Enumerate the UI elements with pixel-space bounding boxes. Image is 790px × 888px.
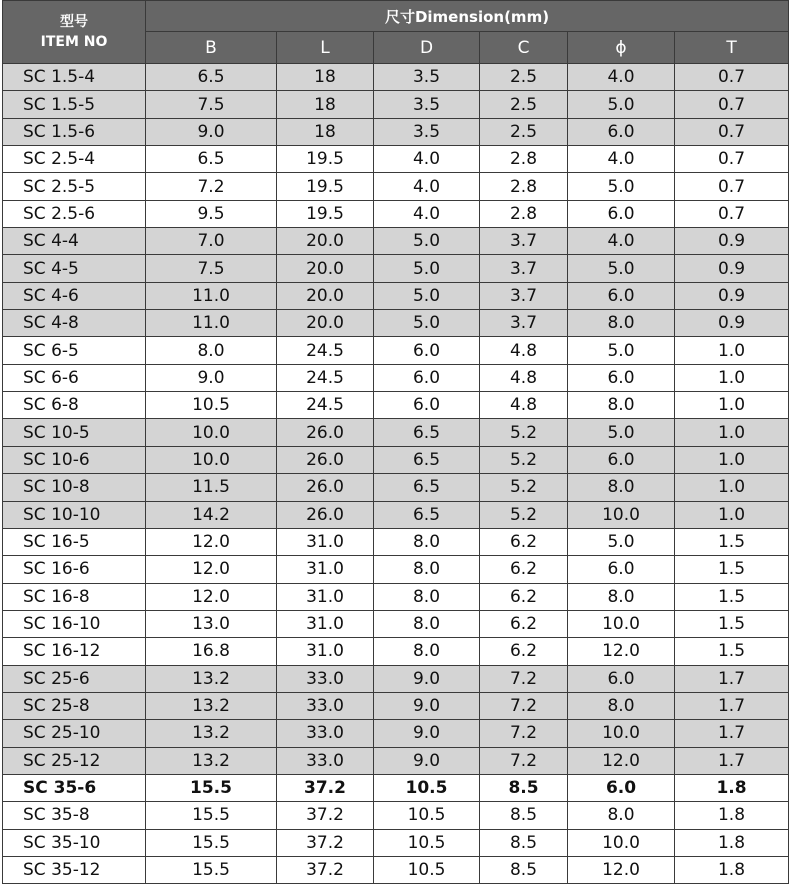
cell-l: 33.0 <box>277 720 374 747</box>
table-header <box>3 1 789 64</box>
table-row <box>3 802 789 829</box>
cell-c: 4.8 <box>480 364 568 391</box>
cell-phi: 6.0 <box>568 282 675 309</box>
cell-t: 1.5 <box>675 638 789 665</box>
cell-l: 37.2 <box>277 774 374 801</box>
cell-t: 1.0 <box>675 501 789 528</box>
cell-l: 19.5 <box>277 173 374 200</box>
cell-phi: 8.0 <box>568 392 675 419</box>
cell-d: 4.0 <box>374 146 480 173</box>
item-no-header-cn: 型号 <box>60 14 88 30</box>
cell-b: 12.0 <box>146 528 277 555</box>
table-row <box>3 118 789 145</box>
cell-b: 7.5 <box>146 91 277 118</box>
item-no-cell: SC 35-6 <box>3 774 146 801</box>
cell-l: 31.0 <box>277 556 374 583</box>
item-no-cell: SC 6-8 <box>3 392 146 419</box>
cell-d: 6.0 <box>374 364 480 391</box>
cell-l: 18 <box>277 64 374 91</box>
item-no-cell: SC 25-10 <box>3 720 146 747</box>
item-no-cell: SC 4-4 <box>3 228 146 255</box>
cell-b: 16.8 <box>146 638 277 665</box>
cell-t: 0.7 <box>675 64 789 91</box>
cell-phi: 12.0 <box>568 856 675 883</box>
table-row <box>3 310 789 337</box>
cell-c: 2.8 <box>480 146 568 173</box>
item-no-cell: SC 10-5 <box>3 419 146 446</box>
cell-c: 4.8 <box>480 337 568 364</box>
item-no-cell: SC 10-8 <box>3 474 146 501</box>
cell-d: 8.0 <box>374 610 480 637</box>
cell-t: 1.0 <box>675 446 789 473</box>
cell-c: 8.5 <box>480 856 568 883</box>
cell-l: 31.0 <box>277 583 374 610</box>
cell-t: 1.7 <box>675 720 789 747</box>
table-row <box>3 583 789 610</box>
cell-d: 6.0 <box>374 337 480 364</box>
item-no-cell: SC 16-10 <box>3 610 146 637</box>
table-row <box>3 556 789 583</box>
cell-phi: 8.0 <box>568 310 675 337</box>
cell-c: 8.5 <box>480 774 568 801</box>
cell-l: 20.0 <box>277 228 374 255</box>
cell-l: 19.5 <box>277 146 374 173</box>
cell-t: 1.7 <box>675 692 789 719</box>
cell-d: 9.0 <box>374 720 480 747</box>
cell-d: 10.5 <box>374 774 480 801</box>
cell-b: 11.0 <box>146 282 277 309</box>
cell-c: 2.5 <box>480 118 568 145</box>
item-no-cell: SC 16-12 <box>3 638 146 665</box>
cell-d: 8.0 <box>374 556 480 583</box>
cell-phi: 5.0 <box>568 173 675 200</box>
cell-d: 3.5 <box>374 64 480 91</box>
table-body <box>3 64 789 884</box>
cell-l: 37.2 <box>277 829 374 856</box>
cell-b: 11.0 <box>146 310 277 337</box>
item-no-cell: SC 1.5-5 <box>3 91 146 118</box>
cell-l: 31.0 <box>277 638 374 665</box>
cell-phi: 6.0 <box>568 665 675 692</box>
cell-c: 7.2 <box>480 692 568 719</box>
cell-t: 1.0 <box>675 337 789 364</box>
cell-b: 15.5 <box>146 802 277 829</box>
cell-b: 7.5 <box>146 255 277 282</box>
cell-c: 5.2 <box>480 474 568 501</box>
cell-t: 0.9 <box>675 255 789 282</box>
cell-phi: 8.0 <box>568 583 675 610</box>
cell-c: 6.2 <box>480 610 568 637</box>
cell-c: 6.2 <box>480 556 568 583</box>
item-no-cell: SC 10-6 <box>3 446 146 473</box>
cell-b: 7.0 <box>146 228 277 255</box>
item-no-header <box>3 1 146 64</box>
cell-b: 11.5 <box>146 474 277 501</box>
cell-t: 1.5 <box>675 583 789 610</box>
table-row <box>3 774 789 801</box>
cell-b: 13.2 <box>146 747 277 774</box>
item-no-cell: SC 16-5 <box>3 528 146 555</box>
cell-d: 5.0 <box>374 310 480 337</box>
cell-c: 7.2 <box>480 665 568 692</box>
item-no-cell: SC 2.5-6 <box>3 200 146 227</box>
column-header-d: D <box>374 32 480 64</box>
cell-c: 5.2 <box>480 446 568 473</box>
cell-t: 0.7 <box>675 173 789 200</box>
cell-t: 1.5 <box>675 556 789 583</box>
cell-t: 0.7 <box>675 118 789 145</box>
cell-b: 10.0 <box>146 419 277 446</box>
cell-l: 26.0 <box>277 474 374 501</box>
table-row <box>3 474 789 501</box>
cell-b: 10.5 <box>146 392 277 419</box>
column-header-c: C <box>480 32 568 64</box>
cell-c: 5.2 <box>480 419 568 446</box>
table-row <box>3 610 789 637</box>
cell-c: 8.5 <box>480 802 568 829</box>
cell-l: 37.2 <box>277 856 374 883</box>
header-row-top <box>3 1 789 32</box>
table-row <box>3 337 789 364</box>
cell-phi: 6.0 <box>568 364 675 391</box>
table-row <box>3 228 789 255</box>
item-no-cell: SC 16-6 <box>3 556 146 583</box>
cell-d: 10.5 <box>374 856 480 883</box>
cell-t: 1.5 <box>675 610 789 637</box>
cell-phi: 8.0 <box>568 474 675 501</box>
cell-l: 18 <box>277 118 374 145</box>
cell-b: 9.0 <box>146 118 277 145</box>
cell-d: 5.0 <box>374 282 480 309</box>
cell-t: 1.0 <box>675 419 789 446</box>
cell-b: 15.5 <box>146 774 277 801</box>
table-row <box>3 856 789 883</box>
item-no-cell: SC 6-5 <box>3 337 146 364</box>
cell-c: 7.2 <box>480 747 568 774</box>
table-row <box>3 501 789 528</box>
cell-l: 26.0 <box>277 501 374 528</box>
table-row <box>3 692 789 719</box>
cell-c: 6.2 <box>480 583 568 610</box>
cell-t: 1.0 <box>675 392 789 419</box>
cell-t: 1.7 <box>675 747 789 774</box>
table-row <box>3 91 789 118</box>
cell-phi: 10.0 <box>568 720 675 747</box>
column-header-b: B <box>146 32 277 64</box>
dimension-table <box>2 0 789 884</box>
cell-l: 20.0 <box>277 255 374 282</box>
cell-phi: 5.0 <box>568 528 675 555</box>
item-no-header-en: ITEM NO <box>40 34 108 50</box>
cell-d: 4.0 <box>374 173 480 200</box>
cell-phi: 12.0 <box>568 638 675 665</box>
cell-d: 10.5 <box>374 802 480 829</box>
cell-d: 9.0 <box>374 747 480 774</box>
cell-l: 33.0 <box>277 665 374 692</box>
cell-t: 0.9 <box>675 282 789 309</box>
item-no-cell: SC 2.5-5 <box>3 173 146 200</box>
table-row <box>3 392 789 419</box>
cell-t: 0.7 <box>675 200 789 227</box>
table-row <box>3 665 789 692</box>
item-no-cell: SC 35-12 <box>3 856 146 883</box>
cell-t: 1.8 <box>675 829 789 856</box>
cell-d: 6.5 <box>374 446 480 473</box>
cell-c: 3.7 <box>480 282 568 309</box>
cell-phi: 6.0 <box>568 118 675 145</box>
cell-d: 8.0 <box>374 528 480 555</box>
cell-b: 9.5 <box>146 200 277 227</box>
cell-b: 8.0 <box>146 337 277 364</box>
table-row <box>3 747 789 774</box>
cell-phi: 12.0 <box>568 747 675 774</box>
cell-c: 2.8 <box>480 200 568 227</box>
table-row <box>3 64 789 91</box>
cell-l: 33.0 <box>277 747 374 774</box>
cell-t: 1.8 <box>675 856 789 883</box>
cell-l: 31.0 <box>277 528 374 555</box>
cell-d: 8.0 <box>374 638 480 665</box>
cell-d: 9.0 <box>374 665 480 692</box>
item-no-cell: SC 35-8 <box>3 802 146 829</box>
dimension-header: 尺寸Dimension(mm) <box>146 1 789 32</box>
item-no-cell: SC 1.5-4 <box>3 64 146 91</box>
cell-d: 4.0 <box>374 200 480 227</box>
cell-t: 0.9 <box>675 310 789 337</box>
item-no-cell: SC 10-10 <box>3 501 146 528</box>
cell-c: 6.2 <box>480 528 568 555</box>
cell-phi: 8.0 <box>568 692 675 719</box>
cell-phi: 5.0 <box>568 91 675 118</box>
cell-b: 14.2 <box>146 501 277 528</box>
cell-phi: 5.0 <box>568 419 675 446</box>
cell-d: 5.0 <box>374 228 480 255</box>
cell-b: 12.0 <box>146 583 277 610</box>
cell-c: 8.5 <box>480 829 568 856</box>
table-row <box>3 528 789 555</box>
cell-c: 2.5 <box>480 64 568 91</box>
cell-phi: 4.0 <box>568 64 675 91</box>
cell-b: 15.5 <box>146 829 277 856</box>
cell-d: 6.5 <box>374 419 480 446</box>
cell-l: 19.5 <box>277 200 374 227</box>
cell-b: 13.2 <box>146 665 277 692</box>
item-no-cell: SC 16-8 <box>3 583 146 610</box>
cell-c: 6.2 <box>480 638 568 665</box>
cell-phi: 10.0 <box>568 829 675 856</box>
cell-c: 7.2 <box>480 720 568 747</box>
cell-d: 6.5 <box>374 474 480 501</box>
cell-l: 37.2 <box>277 802 374 829</box>
cell-c: 3.7 <box>480 310 568 337</box>
cell-phi: 4.0 <box>568 146 675 173</box>
item-no-cell: SC 4-8 <box>3 310 146 337</box>
cell-t: 1.0 <box>675 474 789 501</box>
cell-c: 2.8 <box>480 173 568 200</box>
item-no-cell: SC 1.5-6 <box>3 118 146 145</box>
cell-phi: 5.0 <box>568 337 675 364</box>
item-no-cell: SC 35-10 <box>3 829 146 856</box>
table-row <box>3 173 789 200</box>
cell-t: 1.5 <box>675 528 789 555</box>
cell-phi: 6.0 <box>568 556 675 583</box>
cell-b: 7.2 <box>146 173 277 200</box>
cell-l: 24.5 <box>277 364 374 391</box>
item-no-cell: SC 4-6 <box>3 282 146 309</box>
cell-phi: 10.0 <box>568 501 675 528</box>
cell-b: 13.2 <box>146 720 277 747</box>
item-no-cell: SC 4-5 <box>3 255 146 282</box>
cell-t: 0.9 <box>675 228 789 255</box>
item-no-cell: SC 25-8 <box>3 692 146 719</box>
cell-d: 3.5 <box>374 91 480 118</box>
table-row <box>3 829 789 856</box>
item-no-cell: SC 25-6 <box>3 665 146 692</box>
cell-t: 1.8 <box>675 802 789 829</box>
cell-t: 0.7 <box>675 91 789 118</box>
table-row <box>3 255 789 282</box>
cell-t: 1.8 <box>675 774 789 801</box>
cell-d: 10.5 <box>374 829 480 856</box>
cell-b: 6.5 <box>146 146 277 173</box>
table-row <box>3 446 789 473</box>
cell-c: 3.7 <box>480 255 568 282</box>
cell-t: 1.0 <box>675 364 789 391</box>
item-no-cell: SC 6-6 <box>3 364 146 391</box>
table-row <box>3 200 789 227</box>
cell-l: 26.0 <box>277 419 374 446</box>
table-row <box>3 364 789 391</box>
cell-phi: 6.0 <box>568 446 675 473</box>
cell-d: 5.0 <box>374 255 480 282</box>
cell-l: 24.5 <box>277 337 374 364</box>
cell-phi: 10.0 <box>568 610 675 637</box>
cell-d: 6.5 <box>374 501 480 528</box>
cell-c: 3.7 <box>480 228 568 255</box>
cell-b: 15.5 <box>146 856 277 883</box>
cell-b: 13.2 <box>146 692 277 719</box>
item-no-cell: SC 2.5-4 <box>3 146 146 173</box>
table-row <box>3 282 789 309</box>
item-no-cell: SC 25-12 <box>3 747 146 774</box>
cell-d: 3.5 <box>374 118 480 145</box>
cell-l: 31.0 <box>277 610 374 637</box>
cell-phi: 8.0 <box>568 802 675 829</box>
cell-phi: 6.0 <box>568 200 675 227</box>
table-row <box>3 638 789 665</box>
column-header-phi: ϕ <box>568 32 675 64</box>
cell-d: 9.0 <box>374 692 480 719</box>
cell-l: 24.5 <box>277 392 374 419</box>
cell-phi: 5.0 <box>568 255 675 282</box>
cell-t: 0.7 <box>675 146 789 173</box>
cell-phi: 4.0 <box>568 228 675 255</box>
cell-t: 1.7 <box>675 665 789 692</box>
cell-d: 6.0 <box>374 392 480 419</box>
column-header-l: L <box>277 32 374 64</box>
cell-c: 4.8 <box>480 392 568 419</box>
cell-b: 13.0 <box>146 610 277 637</box>
cell-phi: 6.0 <box>568 774 675 801</box>
table-row <box>3 146 789 173</box>
cell-b: 10.0 <box>146 446 277 473</box>
cell-b: 12.0 <box>146 556 277 583</box>
cell-d: 8.0 <box>374 583 480 610</box>
table-row <box>3 720 789 747</box>
cell-c: 5.2 <box>480 501 568 528</box>
cell-b: 6.5 <box>146 64 277 91</box>
cell-b: 9.0 <box>146 364 277 391</box>
cell-l: 18 <box>277 91 374 118</box>
cell-c: 2.5 <box>480 91 568 118</box>
cell-l: 33.0 <box>277 692 374 719</box>
column-header-t: T <box>675 32 789 64</box>
cell-l: 26.0 <box>277 446 374 473</box>
cell-l: 20.0 <box>277 282 374 309</box>
cell-l: 20.0 <box>277 310 374 337</box>
table-row <box>3 419 789 446</box>
